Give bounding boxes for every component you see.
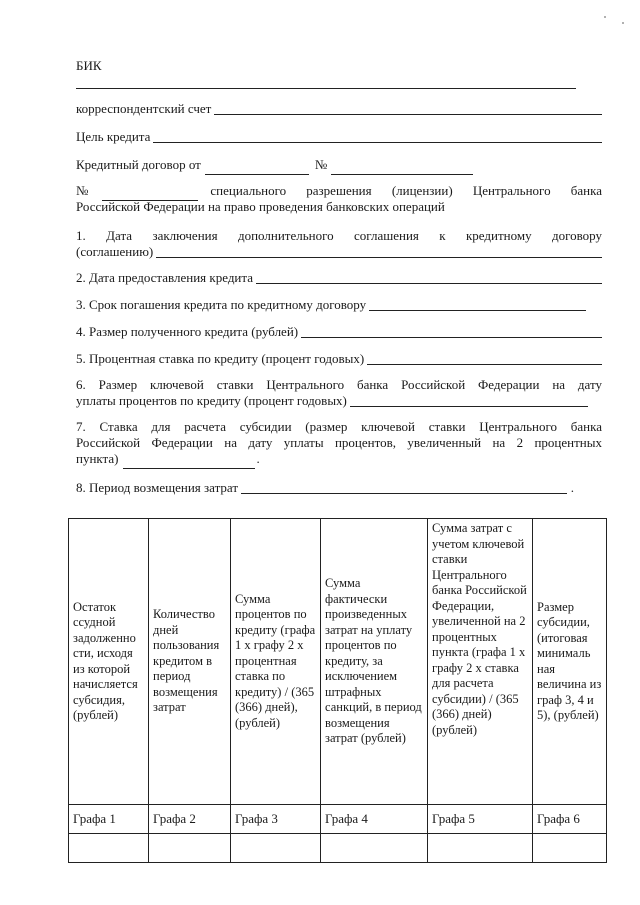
bik-label: БИК	[76, 58, 102, 73]
item-8-label: 8. Период возмещения затрат	[76, 480, 239, 495]
item-6-input[interactable]	[350, 394, 588, 407]
column-number-3: Графа 3	[231, 805, 321, 834]
column-number-6: Графа 6	[533, 805, 607, 834]
header-col-2: Количество дней пользования кредитом в период возмещения затрат	[149, 519, 231, 805]
item-4	[76, 324, 602, 340]
header-col-5: Сумма затрат с учетом ключевой ставки Центрального банка Российской Федерации, увеличенной на 2 процентных пункта (графа 1 х графу 2 х ставка для расчета субсидии) / (365 (366) дней) (рублей)	[428, 519, 533, 805]
item-3-input[interactable]	[369, 298, 586, 311]
cell-col-5[interactable]	[428, 834, 533, 863]
column-number-2: Графа 2	[149, 805, 231, 834]
cell-col-2[interactable]	[149, 834, 231, 863]
credit-agreement-field	[76, 157, 602, 173]
item-4-label: 4. Размер полученного кредита (рублей)	[76, 324, 299, 339]
table-row	[69, 834, 607, 863]
corr-account-input[interactable]	[214, 102, 602, 115]
license-text-line1: специального разрешения (лицензии) Центрального банка	[210, 183, 602, 198]
item-4-input[interactable]	[301, 325, 602, 338]
credit-agreement-number-label: №	[314, 157, 328, 172]
item-6	[76, 377, 602, 409]
column-number-4: Графа 4	[321, 805, 428, 834]
table-column-numbers-row	[69, 805, 607, 834]
item-7: 7. Ставка для расчета субсидии (размер ключевой ставки Центрального банка Российской Федерации на дату уплаты процентов, увеличенный на 2 процентных пункта) .	[76, 419, 602, 467]
cell-col-6[interactable]	[533, 834, 607, 863]
cell-col-3[interactable]	[231, 834, 321, 863]
item-2	[76, 270, 602, 286]
item-1-text: 1. Дата заключения дополнительного соглашения к кредитному договору	[76, 228, 602, 243]
item-1-input[interactable]	[156, 245, 602, 258]
header-col-1: Остаток ссудной задолженно сти, исходя из которой начисляется субсидия, (рублей)	[69, 519, 149, 805]
license-text-line2: Российской Федерации на право проведения банковских операций	[76, 199, 445, 214]
item-5	[76, 351, 602, 367]
item-5-label: 5. Процентная ставка по кредиту (процент годовых)	[76, 351, 365, 366]
license-number-label: №	[76, 183, 89, 198]
corr-account-label: корреспондентский счет	[76, 101, 212, 116]
item-7-input[interactable]	[123, 456, 255, 469]
cell-col-1[interactable]	[69, 834, 149, 863]
item-6-text-cont: уплаты процентов по кредиту (процент годовых)	[76, 393, 347, 408]
header-col-6: Размер субсидии, (итоговая минималь ная величина из граф 3, 4 и 5), (рублей)	[533, 519, 607, 805]
item-6-text: 6. Размер ключевой ставки Центрального банка Российской Федерации на дату	[76, 377, 602, 392]
item-3-label: 3. Срок погашения кредита по кредитному договору	[76, 297, 367, 312]
item-8: 8. Период возмещения затрат .	[76, 480, 574, 495]
item-3	[76, 297, 602, 313]
bik-value-line[interactable]	[76, 74, 576, 89]
item-2-label: 2. Дата предоставления кредита	[76, 270, 253, 285]
subsidy-table	[68, 518, 607, 863]
license-block	[76, 183, 602, 215]
header-col-4: Сумма фактически произведенных затрат на уплату процентов по кредиту, за исключением штрафных санкций, в период возмещения затрат (рублей)	[321, 519, 428, 805]
corr-account-field	[76, 101, 602, 117]
item-1	[76, 228, 602, 260]
item-7-text-1: 7. Ставка для расчета субсидии (размер ключевой ставки Центрального банка	[76, 419, 602, 434]
cell-col-4[interactable]	[321, 834, 428, 863]
column-number-5: Графа 5	[428, 805, 533, 834]
header-col-3: Сумма процентов по кредиту (графа 1 х графу 2 х процентная ставка по кредиту) / (365 (366) дней), (рублей)	[231, 519, 321, 805]
column-number-1: Графа 1	[69, 805, 149, 834]
credit-purpose-label: Цель кредита	[76, 129, 151, 144]
item-7-text-2: Российской Федерации на дату уплаты процентов, увеличенный на 2 процентных	[76, 435, 602, 450]
table-header-row	[69, 519, 607, 805]
item-2-input[interactable]	[256, 271, 602, 284]
item-8-input[interactable]	[241, 481, 567, 494]
scan-speck	[622, 22, 624, 24]
credit-agreement-label: Кредитный договор от	[76, 157, 201, 172]
credit-purpose-input[interactable]	[153, 130, 602, 143]
item-7-text-3: пункта)	[76, 451, 119, 466]
scan-speck	[604, 16, 606, 18]
item-1-text-cont: (соглашению)	[76, 244, 154, 259]
item-5-input[interactable]	[367, 352, 602, 365]
bik-field	[76, 58, 602, 89]
credit-purpose-field	[76, 129, 602, 145]
credit-agreement-number-input[interactable]	[331, 162, 473, 175]
credit-agreement-date-input[interactable]	[205, 162, 309, 175]
